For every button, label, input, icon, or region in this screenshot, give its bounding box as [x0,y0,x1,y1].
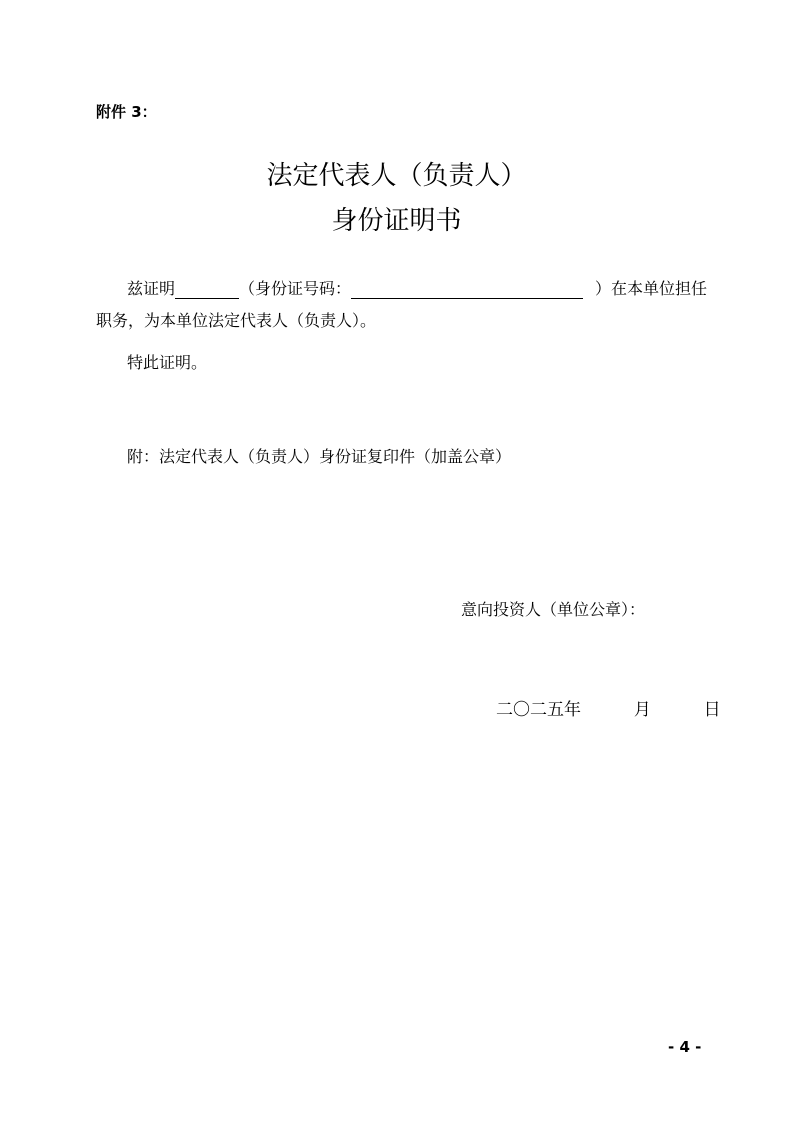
date-year: 二〇二五年 [496,700,581,720]
signature-label: 意向投资人（单位公章）： [461,600,646,619]
page-number: - 4 - [668,1038,702,1056]
certification-prefix: 兹证明 [127,279,176,298]
annex-label: 附件 3： [96,103,157,121]
date-month: 月 [633,700,651,720]
date-line [496,695,721,720]
certification-line [127,276,707,299]
name-blank [175,281,239,299]
attachment-note: 附：法定代表人（负责人）身份证复印件（加盖公章） [127,447,512,466]
id-number-label: （身份证号码： [239,279,352,298]
document-title-line-1: 法定代表人（负责人） [266,161,527,191]
document-title-line-2: 身份证明书 [331,206,462,236]
date-day: 日 [703,700,721,720]
hereby-certify-line: 特此证明。 [127,353,208,372]
position-line: 职务，为本单位法定代表人（负责人）。 [96,311,377,330]
certification-suffix: ）在本单位担任 [595,279,708,298]
id-number-blank [351,281,583,299]
